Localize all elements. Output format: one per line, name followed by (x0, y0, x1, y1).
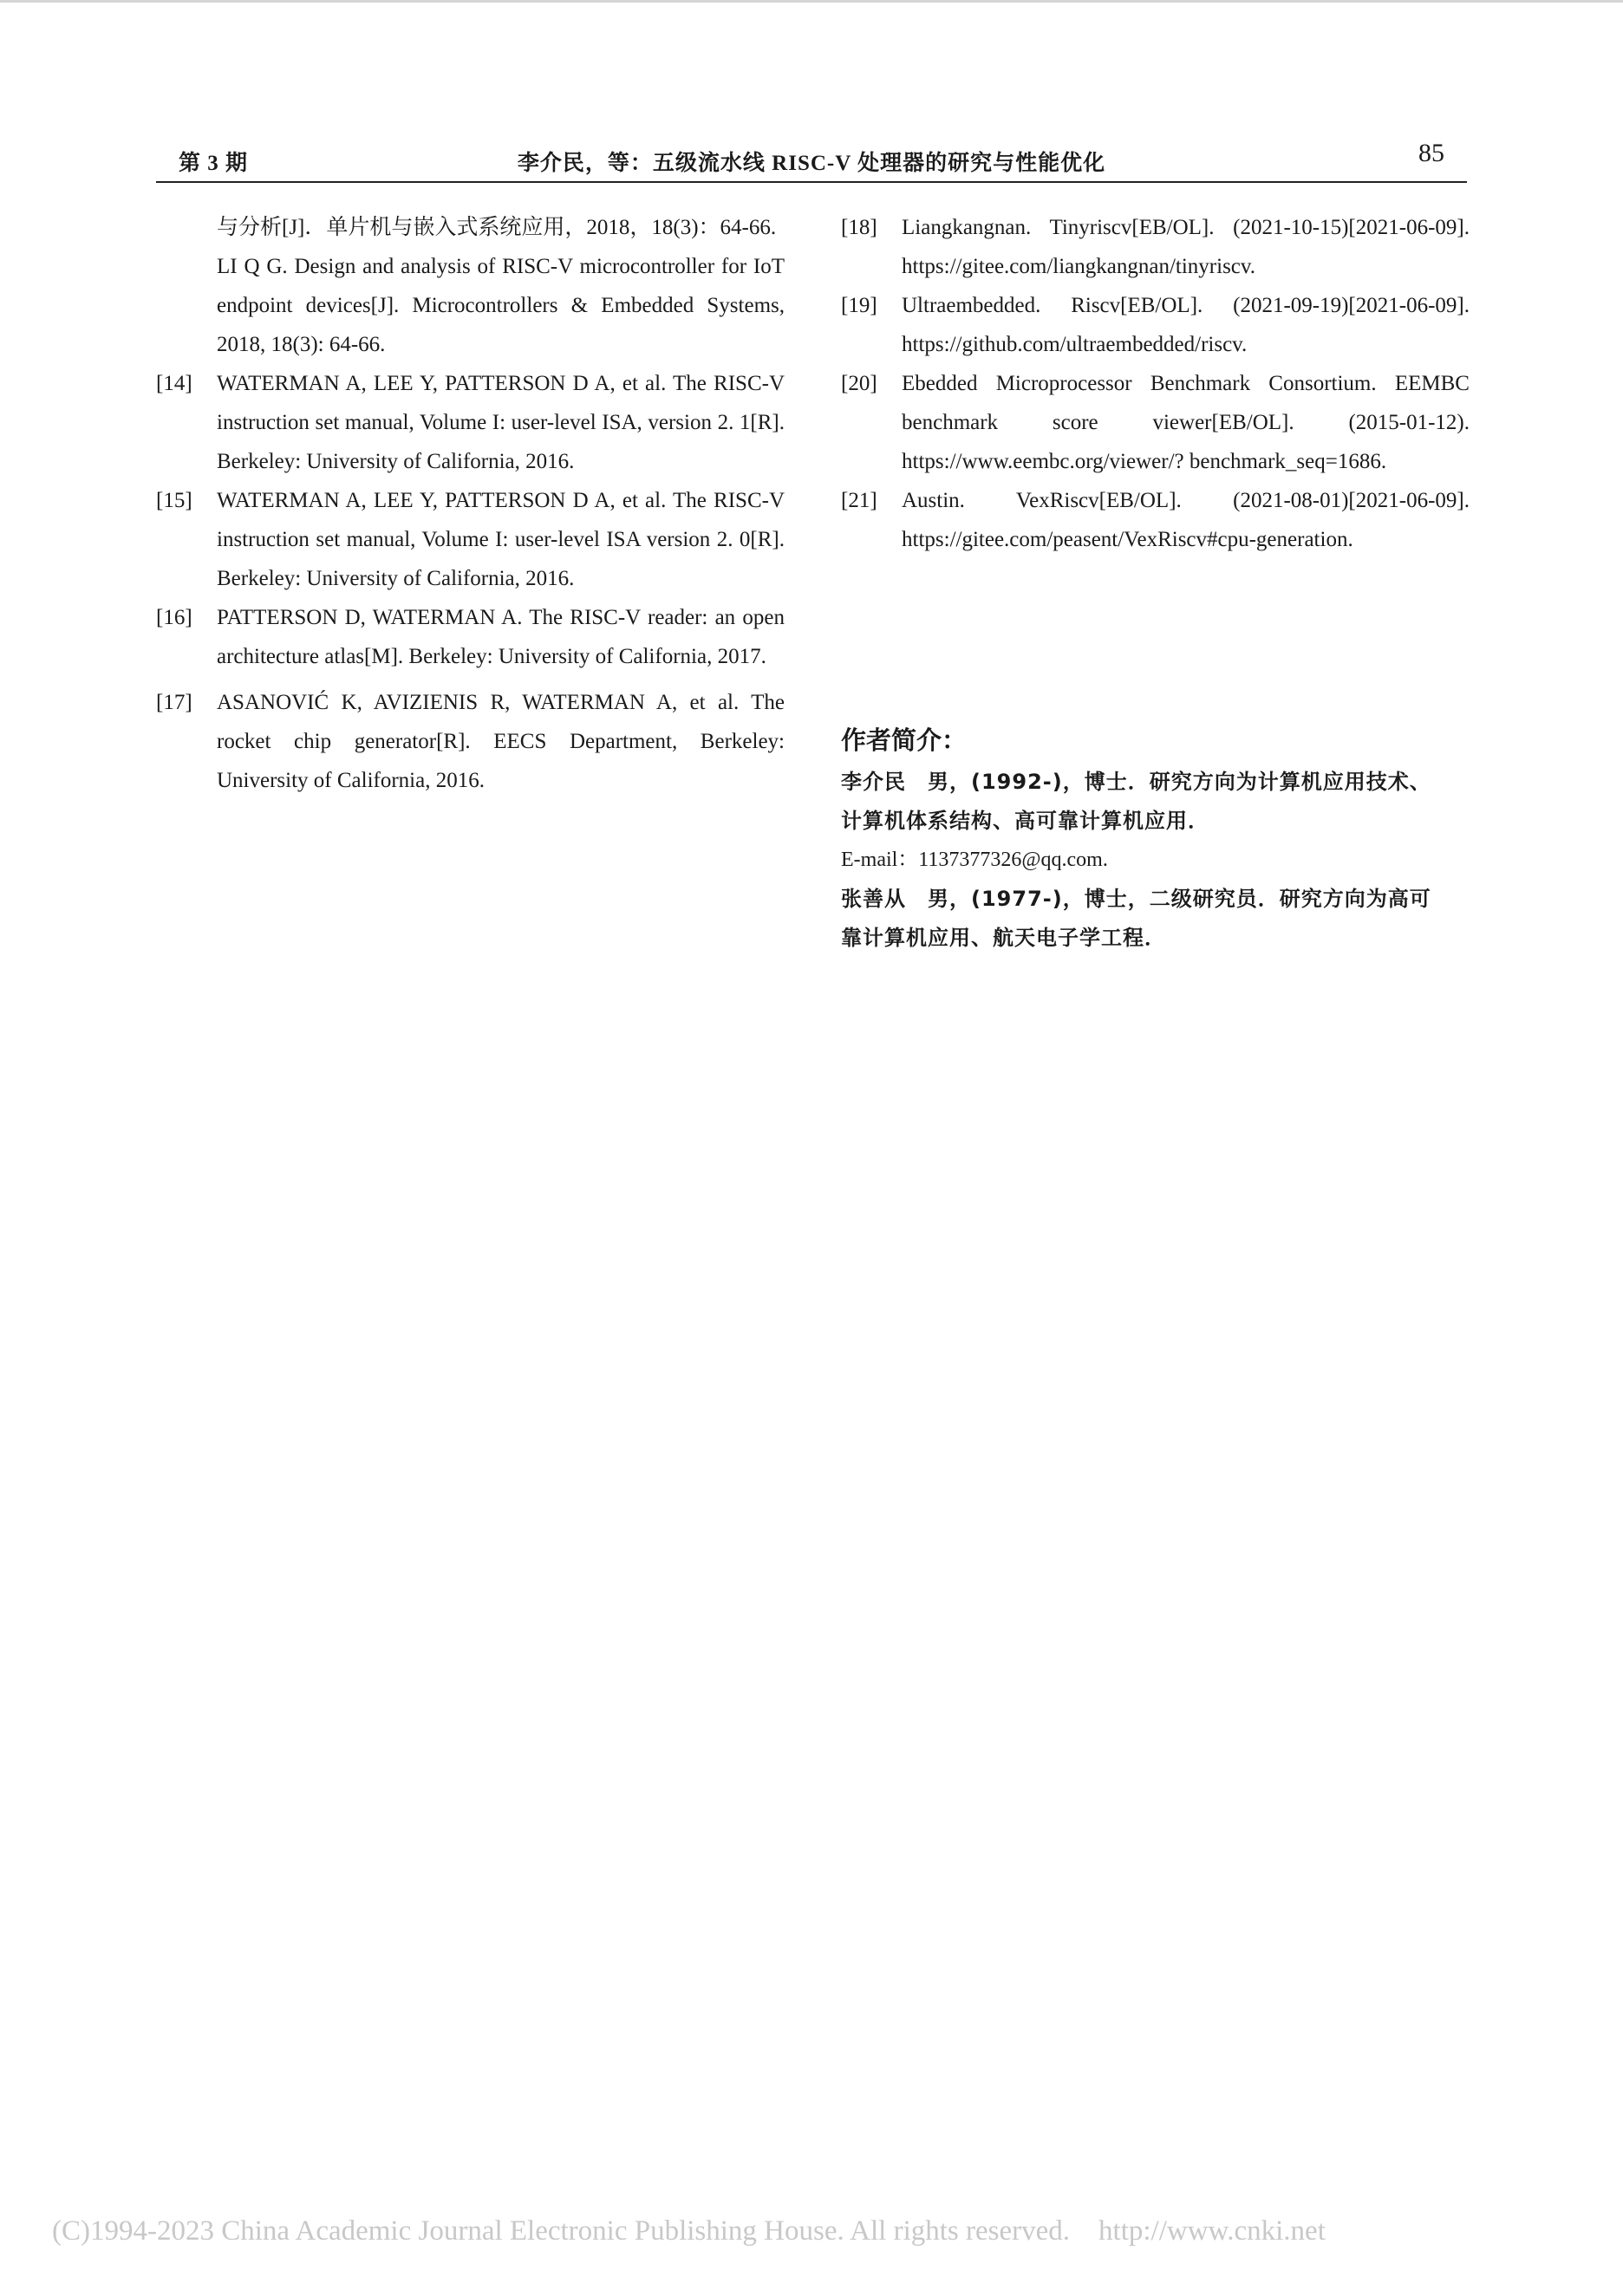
page-number: 85 (1418, 139, 1444, 167)
reference-number: [21] (841, 489, 877, 512)
page-top-border (0, 0, 1623, 3)
reference-item (841, 481, 1470, 559)
reference-number: [18] (841, 216, 877, 239)
author-1-bio-line-1: 李介民 男，(1992-)，博士．研究方向为计算机应用技术、 (841, 770, 1431, 794)
header-rule (156, 181, 1467, 183)
reference-number: [16] (156, 606, 192, 629)
reference-number: [14] (156, 372, 192, 395)
reference-13-english: LI Q G. Design and analysis of RISC-V microcontroller for IoT endpoint devices[J]. Microcontrollers & Embedded Systems, 2018, 18(3): 64-66. (217, 255, 785, 356)
footer-url: http://www.cnki.net (1098, 2215, 1326, 2247)
author-2-bio-line-1: 张善从 男，(1977-)，博士，二级研究员．研究方向为高可 (841, 887, 1431, 911)
reference-text: Ebedded Microprocessor Benchmark Consortium. EEMBC benchmark score viewer[EB/OL]. (2015-01-12). https://www.eembc.org/viewer/? benchmark_seq=1686. (902, 372, 1470, 473)
issue-number: 第 3 期 (179, 152, 249, 175)
reference-13-continuation (156, 208, 785, 247)
reference-item (156, 364, 785, 481)
reference-item (841, 364, 1470, 481)
reference-number: [17] (156, 691, 192, 714)
reference-13-zh-source: 2018，18(3)：64-66. (586, 216, 777, 239)
author-2-bio-line-2: 靠计算机应用、航天电子学工程． (841, 926, 1166, 950)
reference-text: Ultraembedded. Riscv[EB/OL]. (2021-09-19)[2021-06-09]. https://github.com/ultraembedded/riscv. (902, 294, 1470, 356)
running-header (156, 139, 1467, 182)
reference-text: Liangkangnan. Tinyriscv[EB/OL]. (2021-10-15)[2021-06-09]. https://gitee.com/liangkangnan/tinyriscv. (902, 216, 1470, 278)
reference-item (156, 481, 785, 598)
reference-item (841, 208, 1470, 286)
copyright-text: (C)1994-2023 China Academic Journal Electronic Publishing House. All rights reserved. (52, 2215, 1071, 2247)
reference-text: WATERMAN A, LEE Y, PATTERSON D A, et al. The RISC-V instruction set manual, Volume I: user-level ISA version 2. 0[R]. Berkeley: University of California, 2016. (217, 489, 785, 590)
right-column (841, 208, 1470, 559)
author-bio-heading: 作者简介： (841, 725, 968, 755)
reference-item (156, 683, 785, 800)
reference-item (156, 598, 785, 676)
reference-text: ASANOVIĆ K, AVIZIENIS R, WATERMAN A, et al. The rocket chip generator[R]. EECS Department, Berkeley: University of California, 2016. (217, 691, 785, 792)
reference-number: [19] (841, 294, 877, 317)
copyright-footer (52, 2215, 1569, 2247)
author-bios (841, 721, 1470, 958)
running-title: 李介民，等：五级流水线 RISC-V 处理器的研究与性能优化 (517, 152, 1106, 175)
reference-text: PATTERSON D, WATERMAN A. The RISC-V reader: an open architecture atlas[M]. Berkeley: University of California, 2017. (217, 606, 785, 668)
reference-number: [20] (841, 372, 877, 395)
reference-item (841, 286, 1470, 364)
reference-13-zh-title: 与分析[J]．单片机与嵌入式系统应用， (217, 216, 587, 239)
reference-text: Austin. VexRiscv[EB/OL]. (2021-08-01)[2021-06-09]. https://gitee.com/peasent/VexRiscv#cpu-generation. (902, 489, 1470, 551)
author-1-email: E-mail：1137377326@qq.com. (841, 849, 1108, 871)
reference-number: [15] (156, 489, 192, 512)
author-1-bio-line-2: 计算机体系结构、高可靠计算机应用． (841, 809, 1209, 833)
reference-text: WATERMAN A, LEE Y, PATTERSON D A, et al. The RISC-V instruction set manual, Volume I: user-level ISA, version 2. 1[R]. Berkeley: University of California, 2016. (217, 372, 785, 473)
left-column (156, 208, 785, 800)
